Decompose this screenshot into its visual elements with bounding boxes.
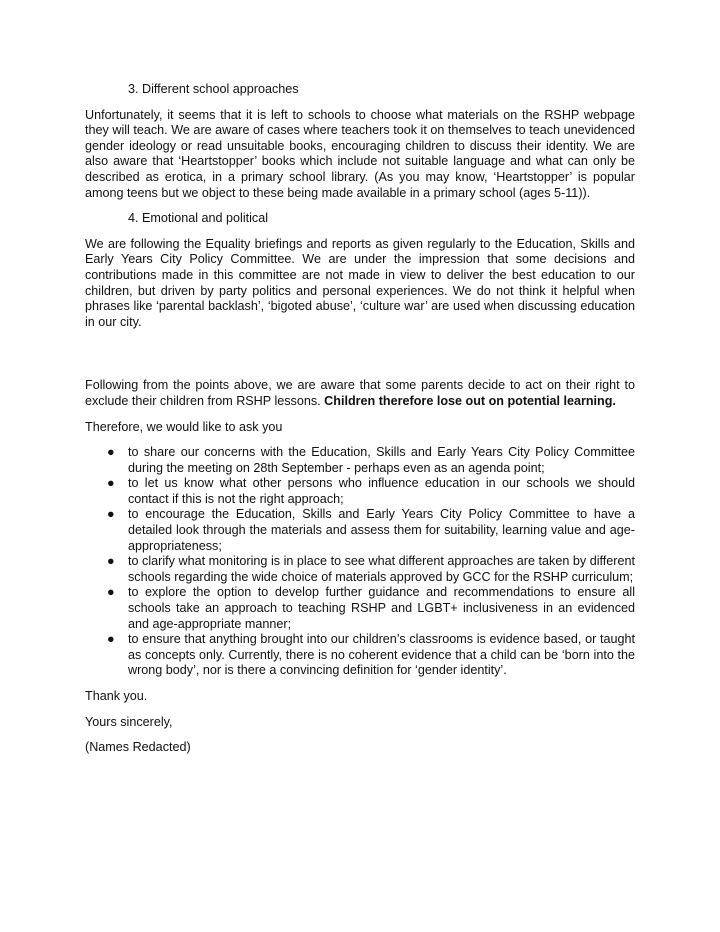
request-text: to explore the option to develop further guidance and recommendations to ensure all schools take an approach to teaching RSHP and LGBT+ inclusiveness in an evidenced and age-appropriate manner; [128, 585, 635, 631]
section-3-body: Unfortunately, it seems that it is left to schools to choose what materials on the RSHP webpage they will teach. We are aware of cases where teachers took it on themselves to teach unevidenced gender ideology or read unsuitable books, encouraging children to discuss their identity. We are also aware that ‘Heartstopper’ books which include not suitable language and what can only be described as erotica, in a primary school library. (As you may know, ‘Heartstopper’ is popular among teens but we object to these being made available in a primary school (ages 5-11)). [85, 107, 635, 200]
signatories: (Names Redacted) [85, 740, 191, 755]
request-item [85, 445, 635, 476]
request-item [85, 554, 635, 585]
spacer [85, 340, 635, 378]
therefore-line: Therefore, we would like to ask you [85, 419, 283, 434]
following-paragraph [85, 378, 635, 409]
request-item [85, 585, 635, 632]
request-text: to ensure that anything brought into our children’s classrooms is evidence based, or taught as concepts only. Currently, there is no coherent evidence that a child can be ‘born into the wrong body’, nor is there a convincing definition for ‘gender identity’. [128, 632, 635, 678]
section-4-heading: 4. Emotional and political [128, 211, 269, 226]
section-4-body: We are following the Equality briefings and reports as given regularly to the Education, Skills and Early Years City Policy Committee. We are under the impression that some decisions and contributions made in this committee are not made in view to deliver the best education to our children, but driven by party politics and personal experiences. We do not think it helpful when phrases like ‘parental backlash’, ‘bigoted abuse’, ‘culture war’ are used when discussing education in our city. [85, 236, 635, 329]
requests-list [85, 445, 635, 679]
bullet-icon: ● [107, 554, 115, 569]
request-text: to let us know what other persons who influence education in our schools we should contact if this is not the right approach; [128, 476, 635, 506]
sign-off: Yours sincerely, [85, 714, 173, 729]
following-bold-statement: Children therefore lose out on potential learning. [324, 393, 616, 408]
request-item [85, 507, 635, 554]
request-item [85, 476, 635, 507]
request-item [85, 632, 635, 679]
bullet-icon: ● [107, 585, 115, 600]
following-text: Following from the points above, we are aware that some parents decide to act on their right to exclude their children from RSHP lessons. [85, 378, 635, 408]
request-text: to share our concerns with the Education, Skills and Early Years City Policy Committee during the meeting on 28th September - perhaps even as an agenda point; [128, 445, 635, 475]
bullet-icon: ● [107, 445, 115, 460]
bullet-icon: ● [107, 476, 115, 491]
request-text: to encourage the Education, Skills and Early Years City Policy Committee to have a detailed look through the materials and assess them for suitability, learning value and age-appropriateness; [128, 507, 635, 553]
bullet-icon: ● [107, 507, 115, 522]
letter-page [85, 82, 635, 766]
thank-you: Thank you. [85, 689, 148, 703]
bullet-icon: ● [107, 632, 115, 647]
request-text: to clarify what monitoring is in place to see what different approaches are taken by different schools regarding the wide choice of materials approved by GCC for the RSHP curriculum; [128, 554, 635, 584]
section-3-heading: 3. Different school approaches [128, 82, 299, 96]
